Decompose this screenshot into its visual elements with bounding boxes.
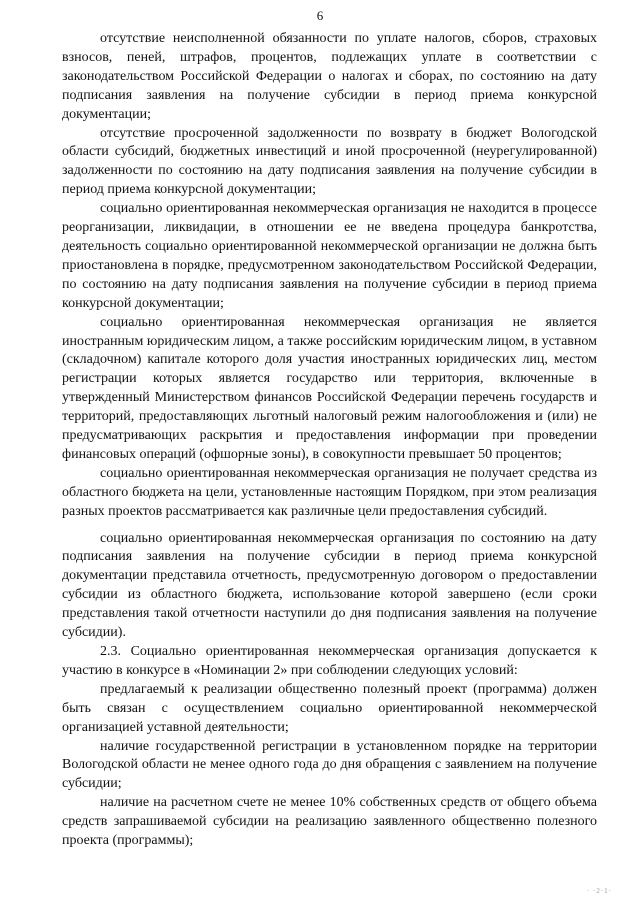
paragraph-registration-vologda: наличие государственной регистрации в установленном порядке на территории Вологодской области не менее одного года до дня обращения с заявлением на получение субсидии; xyxy=(62,738,597,792)
paragraph-reporting-submitted: социально ориентированная некоммерческая организация по состоянию на дату подписания заявления на получение субсидии в период приема конкурсной документации представила отчетность, предусмотренную договором о предоставлении субсидии из областного бюджета, использование которой завершено (если сроки представления такой отчетности наступили до дня подписания заявления на получение субсидии). xyxy=(62,530,597,641)
paragraph-project-statutory: предлагаемый к реализации общественно полезный проект (программа) должен быть связан с осуществлением социально ориентированной некоммерческой организацией уставной деятельности; xyxy=(62,681,597,735)
scan-corner-mark: · ·2·1· xyxy=(586,887,612,895)
paragraph-not-foreign-entity: социально ориентированная некоммерческая организация не является иностранным юридическим лицом, а также российским юридическим лицом, в уставном (складочном) капитале которого доля участия иностранных юридических лиц, местом регистрации которых является государство или территория, включенные в утвержденный Министерством финансов Российской Федерации перечень государств и территорий, предоставляющих льготный налоговый режим налогообложения и (или) не предусматривающих раскрытия и предоставления информации при проведении финансовых операций (офшорные зоны), в совокупности превышает 50 процентов; xyxy=(62,314,597,462)
document-body xyxy=(62,30,597,851)
paragraph-no-tax-debt: отсутствие неисполненной обязанности по уплате налогов, сборов, страховых взносов, пеней, штрафов, процентов, подлежащих уплате в соответствии с законодательством Российской Федерации о налогах и сборах, по состоянию на дату подписания заявления на получение субсидии в период приема конкурсной документации; xyxy=(62,31,597,122)
paragraph-no-reorganization: социально ориентированная некоммерческая организация не находится в процессе реорганизации, ликвидации, в отношении ее не введена процедура банкротства, деятельность социально ориентированной некоммерческой организации не должна быть приостановлена в порядке, предусмотренном законодательством Российской Федерации, по состоянию на дату подписания заявления на получение субсидии в период приема конкурсной документации; xyxy=(62,201,597,311)
paragraph-section-2-3: 2.3. Социально ориентированная некоммерческая организация допускается к участию в конкурсе в «Номинации 2» при соблюдении следующих условий: xyxy=(62,644,597,678)
paragraph-own-funds-10-percent: наличие на расчетном счете не менее 10% собственных средств от общего объема средств запрашиваемой субсидии на реализацию заявленного общественно полезного проекта (программы); xyxy=(62,795,597,849)
paragraph-no-overdue-debt: отсутствие просроченной задолженности по возврату в бюджет Вологодской области субсидий, бюджетных инвестиций и иной просроченной (неурегулированной) задолженности по состоянию на дату подписания заявления на получение субсидии в период приема конкурсной документации; xyxy=(62,125,597,198)
page-number: 6 xyxy=(316,8,324,23)
paragraph-no-other-budget-funds: социально ориентированная некоммерческая организация не получает средства из областного бюджета на цели, установленные настоящим Порядком, при этом реализация разных проектов рассматривается как различные цели предоставления субсидий. xyxy=(62,465,597,519)
